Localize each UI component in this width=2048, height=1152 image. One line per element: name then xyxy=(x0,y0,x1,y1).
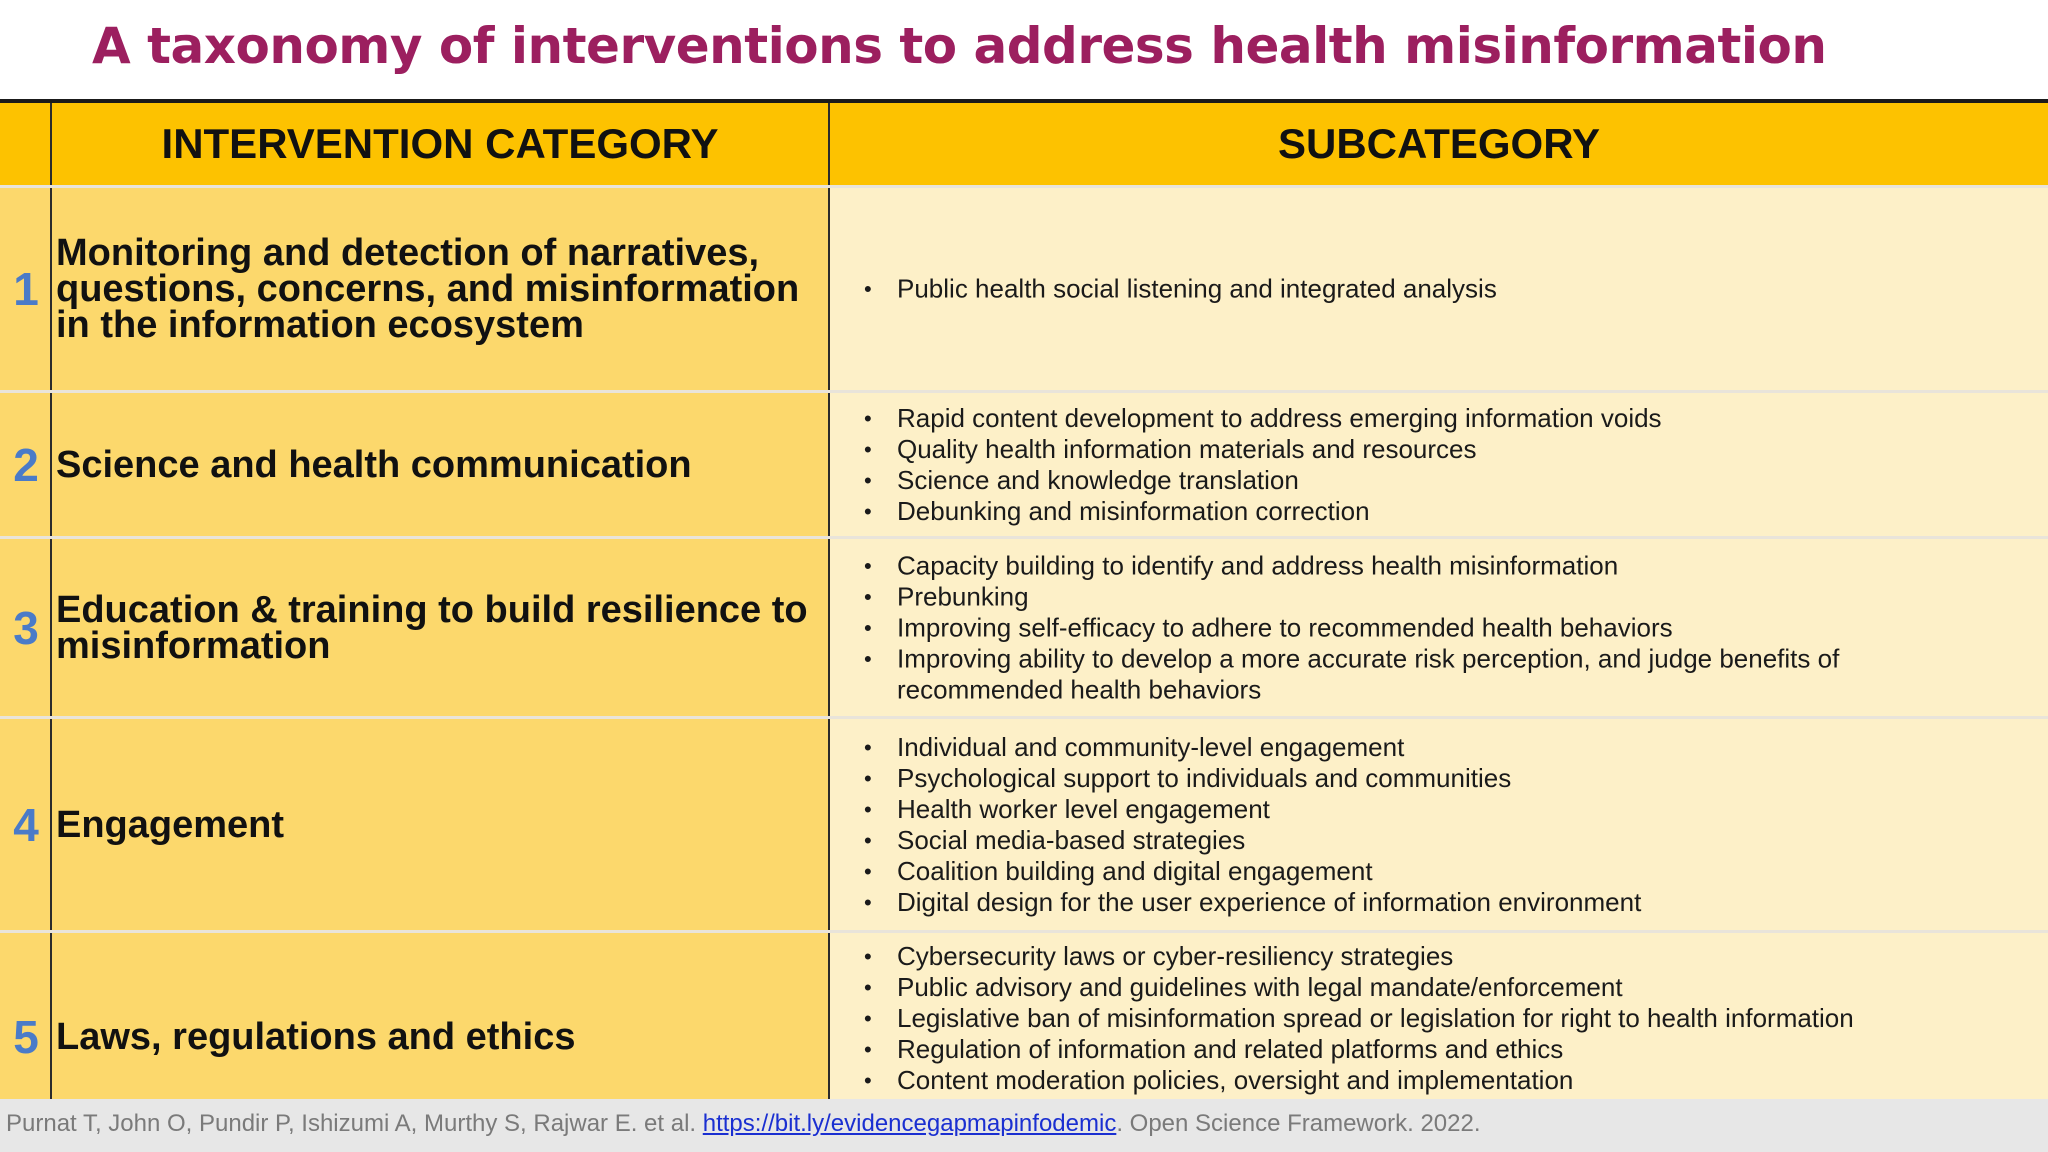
subcategory-list xyxy=(830,550,2008,705)
subcategory-item: • Improving self-efficacy to adhere to recommended health behaviors xyxy=(830,612,2008,643)
citation-prefix: Purnat T, John O, Pundir P, Ishizumi A, Murthy S, Rajwar E. et al. xyxy=(6,1110,703,1137)
table-row xyxy=(0,536,2048,716)
subcategory-item: • Legislative ban of misinformation spread or legislation for right to health information xyxy=(830,1003,2008,1034)
citation-footer xyxy=(0,1099,2048,1152)
subcategory-item: • Improving ability to develop a more accurate risk perception, and judge benefits of recommended health behaviors xyxy=(830,643,2008,705)
subcategory-item: • Public advisory and guidelines with legal mandate/enforcement xyxy=(830,972,2008,1003)
table-row xyxy=(0,390,2048,536)
citation-suffix: . Open Science Framework. 2022. xyxy=(1116,1110,1481,1137)
table-row xyxy=(0,716,2048,930)
header-number-cell xyxy=(0,103,52,185)
category-label: Monitoring and detection of narratives, questions, concerns, and misinformation in the information ecosystem xyxy=(56,232,800,346)
subcategory-list xyxy=(830,403,2008,527)
subcategory-item: • Prebunking xyxy=(830,581,2008,612)
subcategory-item: • Digital design for the user experience of information environment xyxy=(830,887,2008,918)
header-category: INTERVENTION CATEGORY xyxy=(52,103,830,185)
subcategory-item: • Regulation of information and related platforms and ethics xyxy=(830,1034,2008,1065)
category-label: Engagement xyxy=(56,803,285,846)
subcategory-item: • Public health social listening and integrated analysis xyxy=(830,274,2008,305)
subcategory-item: • Debunking and misinformation correction xyxy=(830,496,2008,527)
row-number: 2 xyxy=(13,438,39,491)
row-number: 3 xyxy=(13,601,39,654)
table-header-row xyxy=(0,103,2048,185)
subcategory-item: • Rapid content development to address emerging information voids xyxy=(830,403,2008,434)
row-number: 1 xyxy=(13,263,39,315)
table-row xyxy=(0,930,2048,1103)
subcategory-item: • Psychological support to individuals and communities xyxy=(830,763,2008,794)
category-label: Education & training to build resilience to misinformation xyxy=(56,588,808,667)
subcategory-item: • Cybersecurity laws or cyber-resiliency strategies xyxy=(830,941,2008,972)
subcategory-item: • Health worker level engagement xyxy=(830,794,2008,825)
subcategory-item: • Social media-based strategies xyxy=(830,825,2008,856)
subcategory-list xyxy=(830,274,2008,305)
category-label: Science and health communication xyxy=(56,443,692,486)
header-subcategory: SUBCATEGORY xyxy=(830,103,2048,185)
subcategory-item: • Capacity building to identify and address health misinformation xyxy=(830,550,2008,581)
evidence-gap-map-link[interactable]: https://bit.ly/evidencegapmapinfodemic xyxy=(702,1110,1117,1137)
category-label: Laws, regulations and ethics xyxy=(56,1015,576,1058)
subcategory-list xyxy=(830,941,2008,1096)
table-row xyxy=(0,185,2048,390)
subcategory-item: • Individual and community-level engagement xyxy=(830,732,2008,763)
subcategory-list xyxy=(830,732,2008,918)
subcategory-item: • Content moderation policies, oversight and implementation xyxy=(830,1065,2008,1096)
row-number: 5 xyxy=(13,1010,39,1063)
page-title: A taxonomy of interventions to address health misinformation xyxy=(92,17,1827,75)
subcategory-item: • Quality health information materials and resources xyxy=(830,434,2008,465)
subcategory-item: • Science and knowledge translation xyxy=(830,465,2008,496)
subcategory-item: • Coalition building and digital engagement xyxy=(830,856,2008,887)
taxonomy-table xyxy=(0,99,2048,1103)
row-number: 4 xyxy=(13,798,39,851)
